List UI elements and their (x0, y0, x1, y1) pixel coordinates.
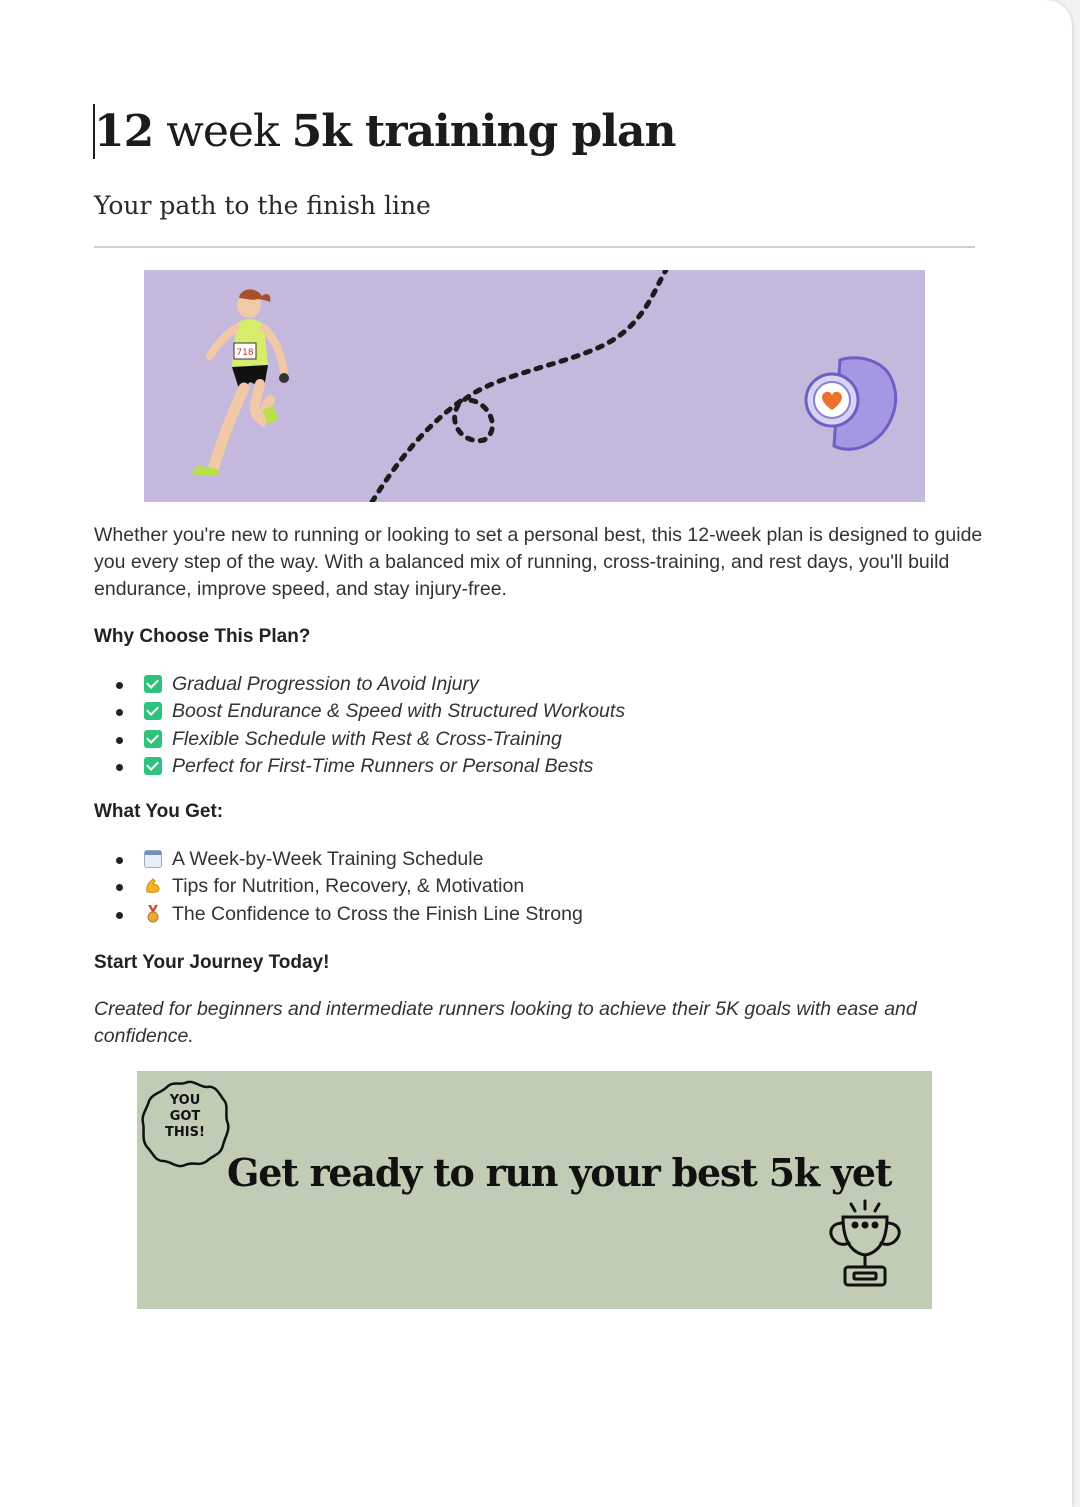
check-icon (144, 702, 162, 720)
what-you-get-heading[interactable]: What You Get: (94, 801, 224, 822)
page-subtitle[interactable]: Your path to the finish line (94, 191, 431, 220)
medal-icon (144, 904, 162, 922)
dotted-path (372, 270, 666, 502)
hero-illustration (144, 270, 925, 502)
list-item[interactable]: The Confidence to Cross the Finish Line Strong (94, 901, 583, 928)
banner-image[interactable] (137, 1071, 932, 1309)
list-item[interactable]: Flexible Schedule with Rest & Cross-Training (94, 726, 625, 753)
intro-paragraph[interactable]: Whether you're new to running or looking to set a personal best, this 12-week plan is designed to guide you every step of the way. With a balanced mix of running, cross-training, and rest days, you'll build endurance, improve speed, and stay injury-free. (94, 524, 983, 600)
page-title[interactable] (94, 100, 676, 164)
hero-image[interactable] (144, 270, 925, 502)
check-icon (144, 675, 162, 693)
check-icon (144, 730, 162, 748)
list-item[interactable]: Gradual Progression to Avoid Injury (94, 671, 625, 698)
check-icon (144, 757, 162, 775)
title-main: 5k training plan (291, 106, 676, 157)
runner-illustration (190, 289, 289, 476)
svg-text:718: 718 (236, 348, 254, 358)
banner-headline: Get ready to run your best 5k yet (227, 1150, 892, 1195)
journey-heading[interactable]: Start Your Journey Today! (94, 952, 330, 973)
trophy-icon (831, 1201, 899, 1285)
title-week: week (153, 106, 292, 157)
why-heading[interactable]: Why Choose This Plan? (94, 626, 311, 647)
list-item[interactable]: A Week-by-Week Training Schedule (94, 846, 583, 873)
divider (94, 246, 975, 248)
title-number: 12 (94, 106, 154, 157)
get-list (94, 846, 583, 928)
list-item[interactable]: Boost Endurance & Speed with Structured Workouts (94, 698, 625, 725)
why-list (94, 671, 625, 780)
list-item[interactable]: Tips for Nutrition, Recovery, & Motivation (94, 873, 583, 900)
closing-paragraph[interactable]: Created for beginners and intermediate runners looking to achieve their 5K goals with ease and confidence. (94, 998, 917, 1047)
calendar-icon (144, 850, 162, 868)
you-got-this-badge-text: YOU GOT THIS! (165, 1093, 205, 1140)
list-item[interactable]: Perfect for First-Time Runners or Personal Bests (94, 753, 625, 780)
smartwatch-heart-icon (806, 358, 896, 449)
flexed-arm-icon (144, 876, 162, 894)
